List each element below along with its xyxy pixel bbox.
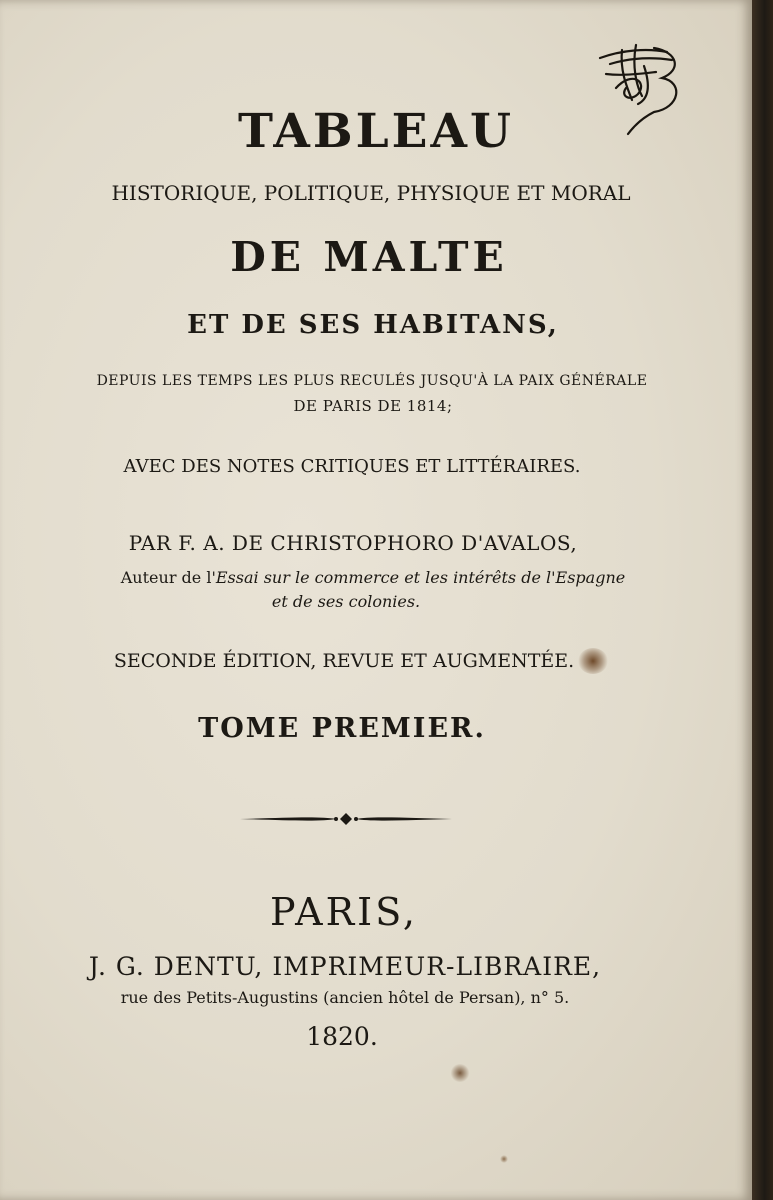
ornament-rule — [240, 810, 452, 828]
book-title: TABLEAU — [238, 104, 514, 159]
book-edge — [752, 0, 773, 1200]
period-line-2: DE PARIS DE 1814; — [293, 397, 453, 415]
imprint-address: rue des Petits-Augustins (ancien hôtel de Persan), n° 5. — [120, 988, 570, 1007]
imprint-publisher: J. G. DENTU, IMPRIMEUR-LIBRAIRE, — [88, 952, 602, 981]
author-line: PAR F. A. DE CHRISTOPHORO D'AVALOS, — [128, 531, 578, 555]
book-subtitle: HISTORIQUE, POLITIQUE, PHYSIQUE ET MORAL — [111, 181, 631, 205]
author-credit-line-2: et de ses colonies. — [271, 592, 421, 611]
imprint-year: 1820. — [306, 1022, 378, 1051]
foxing-stain — [450, 1064, 470, 1082]
author-credit-prefix: Auteur de l' — [120, 568, 216, 587]
author-credit-line-1 — [0, 568, 749, 587]
book-place: DE MALTE — [230, 233, 508, 281]
volume-line: TOME PREMIER. — [198, 713, 486, 744]
imprint-city: PARIS, — [270, 890, 418, 934]
author-credit-work: Essai sur le commerce et les intérêts de l'Espagne — [215, 568, 626, 587]
notes-line: AVEC DES NOTES CRITIQUES ET LITTÉRAIRES. — [123, 456, 581, 477]
foxing-stain — [500, 1155, 508, 1163]
edition-line: SECONDE ÉDITION, REVUE ET AUGMENTÉE. — [113, 650, 575, 672]
book-people: ET DE SES HABITANS, — [187, 310, 559, 340]
period-line-1: DEPUIS LES TEMPS LES PLUS RECULÉS JUSQU'À LA PAIX GÉNÉRALE — [96, 373, 648, 389]
